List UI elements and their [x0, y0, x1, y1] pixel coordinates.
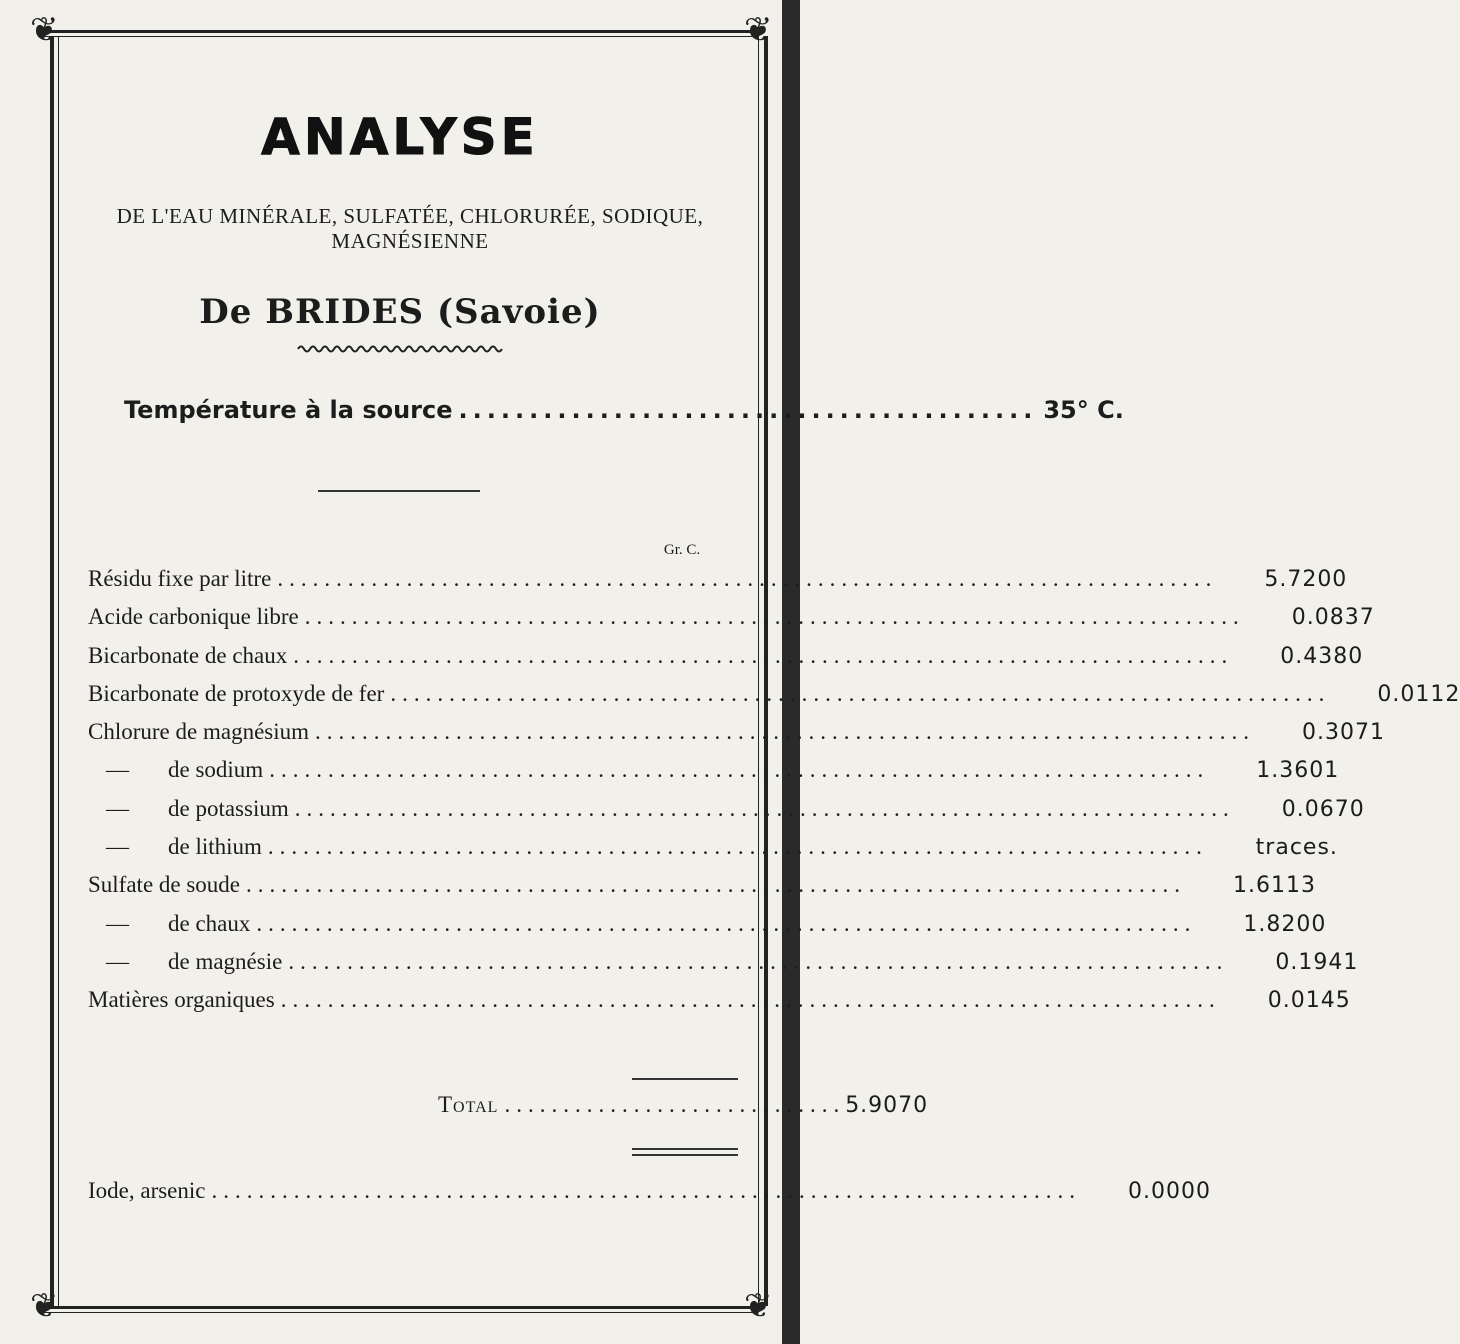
double-rule-top: [632, 1148, 738, 1150]
total-label: Total: [438, 1092, 499, 1117]
dot-leader: ................................................................................: [304, 604, 1245, 630]
dot-leader: .........................................: [458, 396, 1038, 424]
dot-leader: ................................................................................: [277, 566, 1218, 591]
corner-ornament-icon: ❦: [744, 12, 773, 49]
squiggle-divider-icon: [298, 344, 502, 354]
compound-value: traces.: [1255, 835, 1338, 861]
compound-name: Résidu fixe par litre: [88, 566, 272, 591]
page-title: ANALYSE: [261, 108, 539, 166]
table-row: [88, 948, 1359, 987]
page-edge-shadow: [782, 0, 800, 1344]
table-row: [88, 910, 1327, 949]
section-divider: [318, 490, 480, 492]
compound-name: Matières organiques: [88, 987, 275, 1013]
dot-leader: ................................................................................: [280, 987, 1221, 1013]
corner-ornament-icon: ❦: [30, 12, 59, 49]
dot-leader: ................................................................................: [267, 834, 1208, 860]
border-bottom: [44, 1306, 754, 1309]
dot-leader: .............................: [504, 1092, 846, 1117]
analysis-table: [88, 566, 1460, 1026]
dot-leader: ................................................................................: [256, 910, 1197, 936]
compound-name: Bicarbonate de chaux: [88, 642, 288, 668]
ditto-dash: —: [106, 910, 129, 936]
compound-value: 5.7200: [1264, 567, 1348, 592]
compound-value: 0.0112: [1377, 681, 1460, 707]
table-row: [88, 987, 1351, 1025]
border-bottom-inner: [44, 1312, 754, 1313]
compound-name: Sulfate de soude: [88, 872, 241, 898]
compound-name: [88, 834, 262, 860]
compound-name-text: de lithium: [168, 834, 262, 860]
table-row: [88, 642, 1364, 681]
total-row: [438, 1092, 929, 1118]
table-row: [88, 795, 1365, 834]
total-value: 5.9070: [845, 1093, 929, 1118]
table-row: [88, 604, 1375, 642]
border-top: [44, 30, 754, 33]
ditto-dash: —: [106, 795, 129, 821]
table-row: [88, 757, 1340, 795]
border-left: [50, 36, 54, 1306]
table-row: [88, 834, 1338, 872]
sum-rule: [632, 1078, 738, 1080]
border-left-inner: [58, 36, 59, 1306]
compound-value: 0.4380: [1280, 643, 1364, 669]
compound-name-text: de sodium: [168, 757, 264, 783]
dot-leader: ................................................................................: [288, 948, 1229, 974]
temperature-line: [124, 396, 1124, 424]
compound-name: [88, 796, 289, 822]
dot-leader: ................................................................................: [315, 719, 1256, 745]
dot-leader: ................................................................................: [294, 795, 1235, 821]
compound-value: 1.6113: [1233, 873, 1317, 899]
temperature-value: 35° C.: [1043, 396, 1124, 424]
compound-value: 0.0145: [1267, 988, 1351, 1014]
double-rule-bottom: [632, 1154, 738, 1156]
compound-value: 0.1941: [1275, 949, 1359, 975]
dot-leader: ................................................................................: [390, 680, 1331, 706]
ditto-dash: —: [106, 948, 129, 974]
compound-value: 0.0670: [1281, 796, 1365, 822]
compound-name: Bicarbonate de protoxyde de fer: [88, 680, 385, 706]
ditto-dash: —: [106, 757, 129, 783]
compound-name: Acide carbonique libre: [88, 604, 299, 630]
table-row: [88, 872, 1317, 910]
border-top-inner: [44, 36, 754, 37]
compound-name: Chlorure de magnésium: [88, 719, 310, 745]
trace-value: 0.0000: [1128, 1179, 1211, 1204]
corner-ornament-icon: ❦: [30, 1288, 59, 1325]
compound-name-text: de chaux: [168, 910, 251, 936]
compound-value: 0.0837: [1291, 605, 1375, 631]
unit-header: Gr. C.: [663, 542, 701, 558]
place-heading: De BRIDES (Savoie): [199, 292, 601, 332]
table-row: [88, 719, 1386, 757]
dot-leader: ..........................................................................: [211, 1178, 1081, 1203]
trace-name: Iode, arsenic: [88, 1178, 206, 1203]
compound-name: [88, 757, 263, 783]
compound-name-text: de potassium: [168, 795, 289, 821]
compound-name: [88, 911, 250, 937]
ditto-dash: —: [106, 834, 129, 860]
compound-name-text: de magnésie: [168, 948, 283, 974]
corner-ornament-icon: ❦: [744, 1288, 773, 1325]
trace-row: [88, 1178, 1211, 1204]
table-row: [88, 680, 1460, 719]
compound-value: 1.8200: [1243, 911, 1327, 937]
dot-leader: ................................................................................: [246, 872, 1187, 898]
page-subtitle: DE L'EAU MINÉRALE, SULFATÉE, CHLORURÉE, SODIQUE, MAGNÉSIENNE: [116, 204, 704, 253]
dot-leader: ................................................................................: [269, 757, 1210, 783]
table-row: [88, 566, 1348, 604]
compound-value: 1.3601: [1256, 758, 1340, 784]
compound-name: [88, 949, 282, 975]
compound-value: 0.3071: [1302, 720, 1386, 746]
temperature-label: Température à la source: [124, 396, 453, 424]
dot-leader: ................................................................................: [293, 642, 1234, 668]
